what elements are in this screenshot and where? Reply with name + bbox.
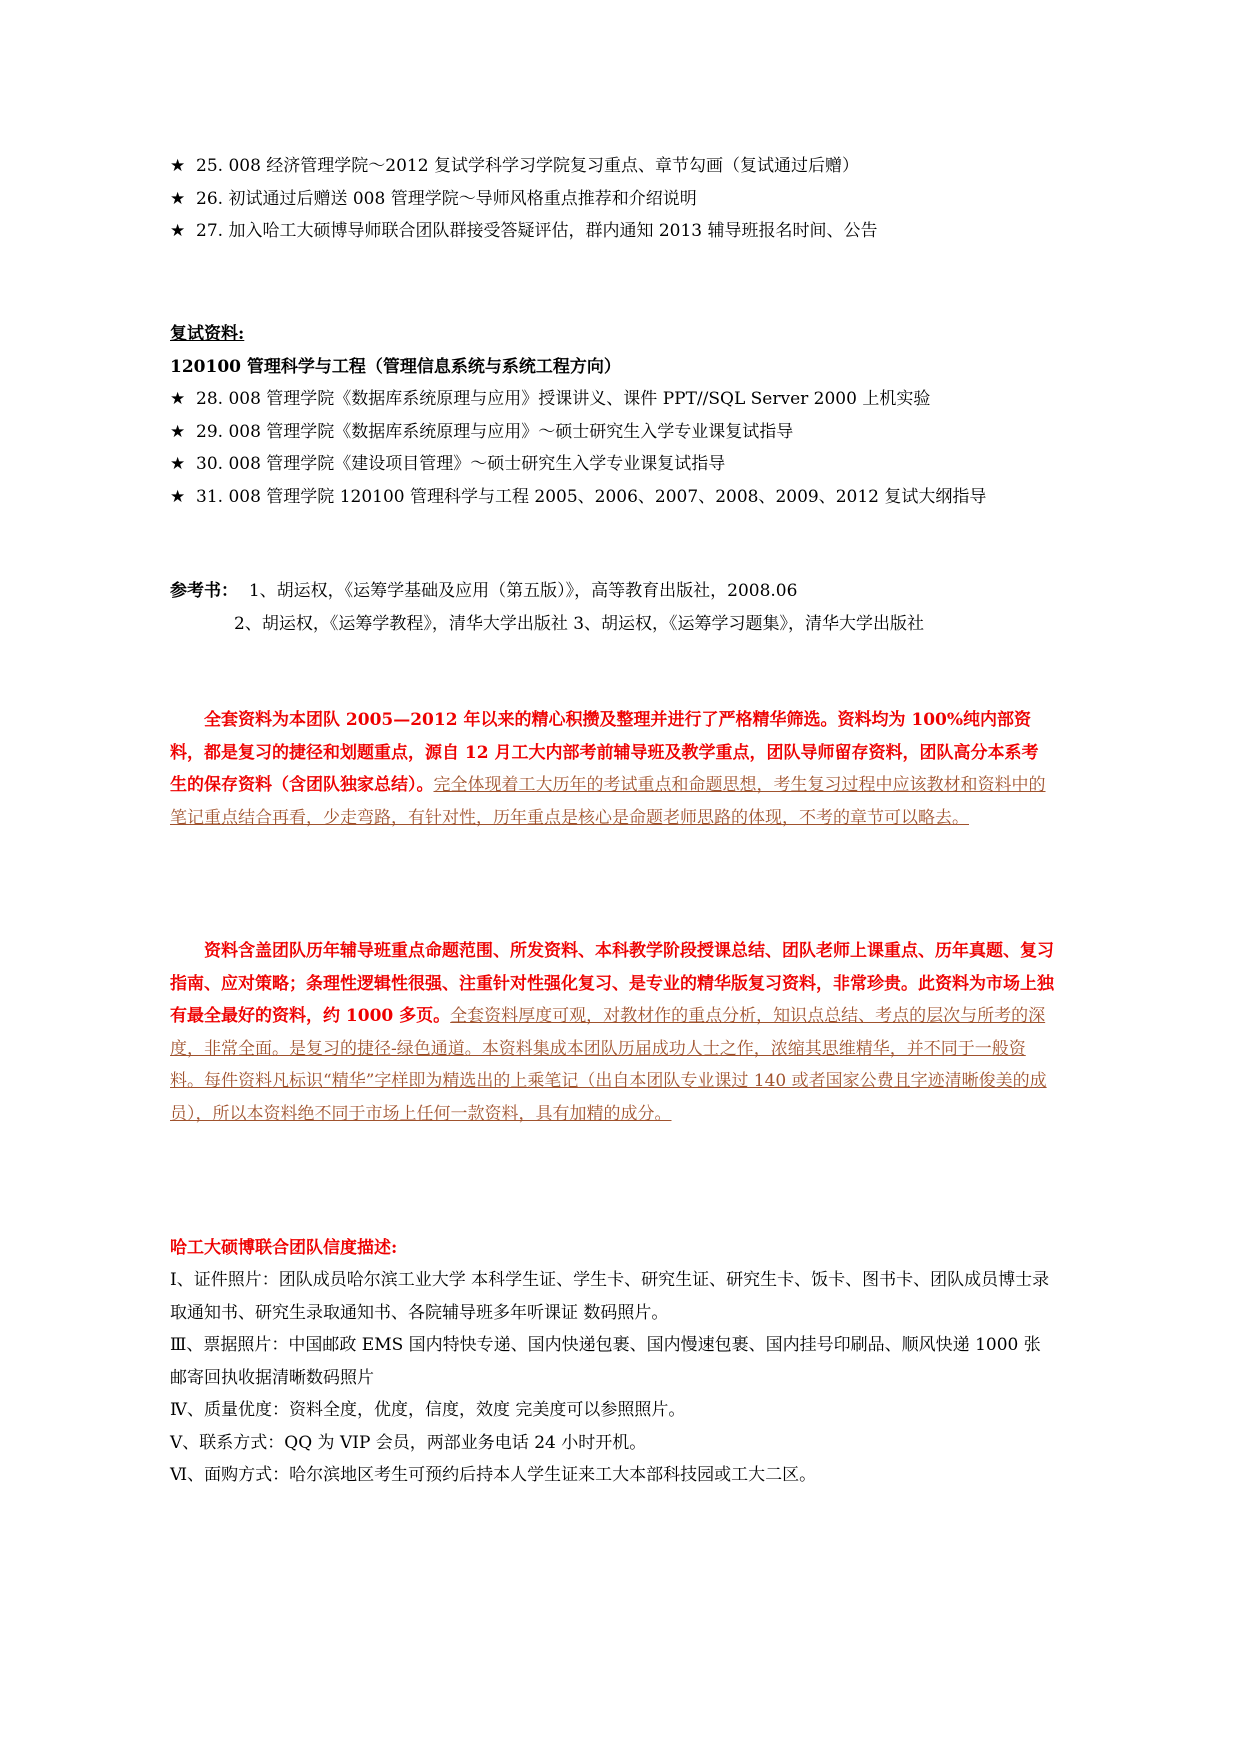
paragraph-highlight: 资料含盖团队历年辅导班重点命题范围、所发资料、本科教学阶段授课总结、团队老师上课重点、历年真题、复习指南、应对策略；条理性逻辑性很强、注重针对性强化复习、是专业的精华版复习资料，非常珍贵。此资料为市场上独有最全最好的资料，约 1000 多页。 (170, 941, 1054, 1026)
retest-heading: 复试资料: (170, 324, 245, 344)
list-item (170, 448, 1070, 481)
paragraph-underlined: 全套资料厚度可观，对教材作的重点分析，知识点总结、考点的层次与所考的深度，非常全面。是复习的捷径-绿色通道。本资料集成本团队历届成功人士之作，浓缩其思维精华，并不同于一般资料。每件资料凡标识“精华”字样即为精选出的上乘笔记（出自本团队专业课过 140 或者国家公费且字迹清晰俊美的成员），所以本资料绝不同于市场上任何一款资料，具有加精的成分。 (170, 1006, 1047, 1124)
star-icon: ★ (170, 454, 186, 474)
reference-line-2: 2、胡运权，《运筹学教程》，清华大学出版社 3、胡运权，《运筹学习题集》，清华大学出版社 (234, 613, 925, 634)
reference-line-1 (170, 575, 1070, 608)
list-item (170, 215, 1070, 248)
material-paragraph-1 (170, 704, 1055, 834)
list-item-text: 25. 008 经济管理学院～2012 复试学科学习学院复习重点、章节勾画（复试通过后赠） (196, 156, 859, 176)
star-icon: ★ (170, 389, 186, 409)
credibility-item: Ⅵ、面购方式：哈尔滨地区考生可预约后持本人学生证来工大本部科技园或工大二区。 (170, 1465, 817, 1485)
list-item (170, 150, 1070, 183)
reference-text: 1、胡运权，《运筹学基础及应用（第五版）》，高等教育出版社，2008.06 (248, 581, 798, 601)
top-list (170, 150, 1070, 248)
credibility-item: Ⅰ、证件照片：团队成员哈尔滨工业大学 本科学生证、学生卡、研究生证、研究生卡、饭卡、图书卡、团队成员博士录取通知书、研究生录取通知书、各院辅导班多年听课证 数码照片。 (170, 1270, 1050, 1323)
material-paragraph-2 (170, 935, 1055, 1130)
star-icon: ★ (170, 188, 186, 209)
list-item-text: 31. 008 管理学院 120100 管理科学与工程 2005、2006、2007、2008、2009、2012 复试大纲指导 (196, 486, 987, 507)
retest-subheading: 120100 管理科学与工程（管理信息系统与系统工程方向） (170, 356, 621, 377)
star-icon: ★ (170, 156, 186, 176)
list-item (170, 183, 1070, 216)
paragraph-highlight: 全套资料为本团队 2005—2012 年以来的精心积攒及整理并进行了严格精华筛选。资料均为 100%纯内部资料，都是复习的捷径和划题重点，源自 12 月工大内部考前辅导班及教学重点，团队导师留存资料，团队高分本系考生的保存资料（含团队独家总结）。 (170, 710, 1039, 795)
list-item (170, 383, 1070, 416)
star-icon: ★ (170, 421, 186, 442)
credibility-item: Ⅴ、联系方式：QQ 为 VIP 会员，两部业务电话 24 小时开机。 (170, 1432, 647, 1453)
credibility-section (170, 1232, 1055, 1492)
references-label: 参考书： (170, 581, 238, 601)
list-item-text: 29. 008 管理学院《数据库系统原理与应用》～硕士研究生入学专业课复试指导 (196, 421, 794, 442)
list-item-text: 28. 008 管理学院《数据库系统原理与应用》授课讲义、课件 PPT//SQL Server 2000 上机实验 (196, 389, 931, 409)
list-item-text: 27. 加入哈工大硕博导师联合团队群接受答疑评估，群内通知 2013 辅导班报名时间、公告 (196, 221, 878, 241)
references-section (170, 575, 1070, 640)
credibility-item: Ⅲ、票据照片：中国邮政 EMS 国内特快专递、国内快递包裹、国内慢速包裹、国内挂号印刷品、顺风快递 1000 张邮寄回执收据清晰数码照片 (170, 1335, 1041, 1388)
list-item-text: 30. 008 管理学院《建设项目管理》～硕士研究生入学专业课复试指导 (196, 454, 726, 474)
retest-section (170, 318, 1070, 513)
paragraph-underlined: 完全体现着工大历年的考试重点和命题思想，考生复习过程中应该教材和资料中的笔记重点结合再看，少走弯路，有针对性，历年重点是核心是命题老师思路的体现，不考的章节可以略去。 (170, 775, 1046, 828)
credibility-item: Ⅳ、质量优度：资料全度，优度，信度，效度 完美度可以参照照片。 (170, 1400, 686, 1420)
star-icon: ★ (170, 221, 186, 241)
list-item (170, 416, 1070, 449)
star-icon: ★ (170, 486, 186, 507)
credibility-heading: 哈工大硕博联合团队信度描述: (170, 1238, 398, 1258)
list-item (170, 481, 1070, 514)
list-item-text: 26. 初试通过后赠送 008 管理学院～导师风格重点推荐和介绍说明 (196, 188, 697, 209)
